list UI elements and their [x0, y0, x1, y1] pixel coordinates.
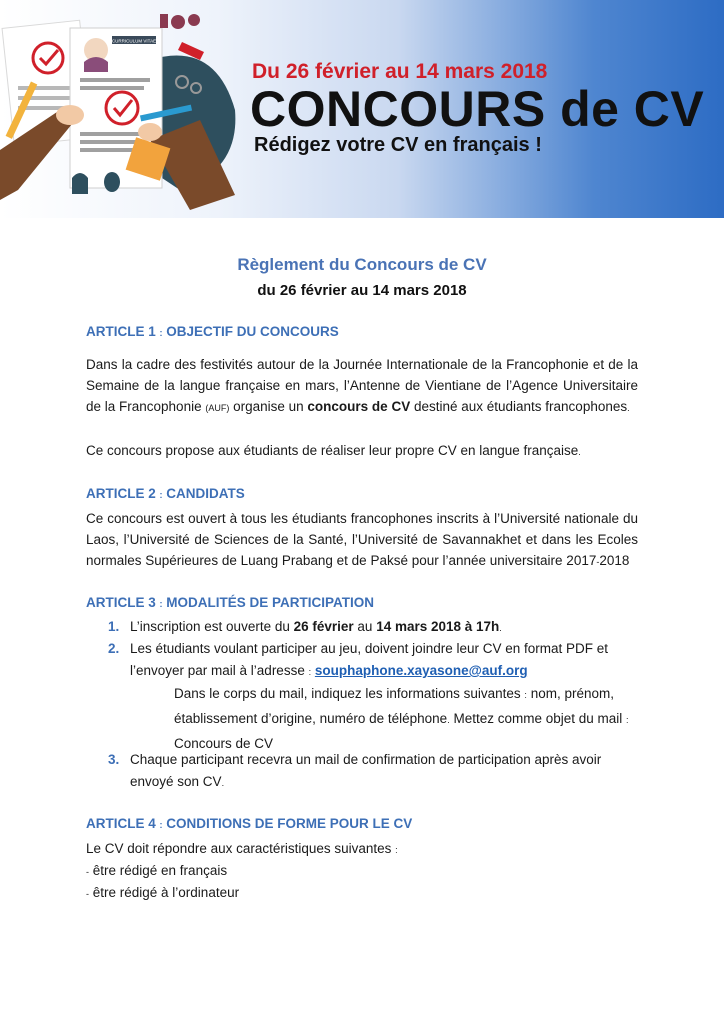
item-3-text: Chaque participant recevra un mail de confirmation de participation après avoir envoyé son CV: [130, 752, 602, 789]
article-1-name: OBJECTIF DU CONCOURS: [166, 324, 339, 339]
banner-subtitle: Rédigez votre CV en français !: [254, 134, 542, 156]
article-4-intro-text: Le CV doit répondre aux caractéristiques suivantes: [86, 841, 396, 856]
article-1-paragraph-2: [86, 440, 638, 463]
document-subtitle: du 26 février au 14 mars 2018: [257, 282, 467, 299]
condition-1-dash: -: [86, 867, 89, 877]
note-text-d: Concours de CV: [174, 736, 274, 751]
article-3-separator: :: [159, 599, 163, 609]
condition-2-dash: -: [86, 889, 89, 899]
article-1-label: ARTICLE 1: [86, 324, 156, 339]
condition-item-1: [86, 860, 638, 883]
article-4-intro: [86, 838, 638, 861]
article-1-separator: :: [159, 328, 163, 338]
article-2-text: Ce concours est ouvert à tous les étudiants francophones inscrits à l’Université nationale du Laos, l’Université de Sciences de la Santé, l’Université de Savannakhet et dans les Ecoles normales Supérieures de Luang Prabang et de Paksé pour l’année universitaire 2017: [86, 511, 638, 568]
note-text-c: Mettez comme objet du mail: [449, 711, 627, 726]
article-2-heading: [86, 486, 245, 501]
email-link[interactable]: souphaphone.xayasone@auf.org: [314, 663, 528, 678]
article-1-p2-text: Ce concours propose aux étudiants de réaliser leur propre CV en langue française: [86, 443, 579, 458]
item-1-start-date: 26 février: [293, 619, 354, 634]
header-banner: [0, 0, 724, 218]
article-3-name: MODALITÉS DE PARTICIPATION: [166, 595, 375, 610]
article-4-label: ARTICLE 4: [86, 816, 156, 831]
list-number-3: 3.: [108, 752, 120, 767]
article-1-text-b: organise un: [229, 399, 308, 414]
article-1-heading: [86, 324, 339, 339]
condition-2-text: être rédigé à l’ordinateur: [89, 885, 240, 900]
article-4-separator: :: [159, 820, 163, 830]
item-2-text: Les étudiants voulant participer au jeu, doivent joindre leur CV en format PDF et l’envoyer par mail à l’adresse: [130, 641, 609, 678]
note-separator-2: :: [626, 715, 629, 725]
item-1-text-a: L’inscription est ouverte du: [130, 619, 294, 634]
article-2-year-end: 2018: [599, 553, 630, 568]
article-4-heading: [86, 816, 412, 831]
condition-item-2: [86, 882, 638, 905]
list-item-1: [108, 616, 638, 639]
note-text-b: nom, prénom, établissement d’origine, numéro de téléphone: [174, 686, 614, 726]
article-1-text-c: destiné aux étudiants francophones: [410, 399, 628, 414]
list-item-3: [108, 749, 638, 794]
cv-doc-label: CURRICULUM VITAE: [111, 38, 157, 44]
article-1-paragraph-1: [86, 354, 638, 419]
article-3-label: ARTICLE 3: [86, 595, 156, 610]
article-2-dash: -: [596, 557, 600, 567]
list-item-2: [108, 638, 638, 683]
item-2-separator: :: [308, 667, 312, 677]
item-1-period: .: [499, 623, 502, 633]
article-1-period: .: [627, 403, 630, 413]
concours-de-cv-bold: concours de CV: [307, 399, 411, 414]
cv-illustration: [0, 0, 250, 218]
item-3-period: .: [221, 778, 225, 788]
banner-dates: Du 26 février au 14 mars 2018: [252, 60, 548, 83]
article-2-paragraph: [86, 508, 638, 573]
banner-title: CONCOURS de CV: [250, 81, 705, 137]
article-2-separator: :: [159, 490, 163, 500]
article-1-p2-period: .: [578, 447, 581, 457]
document-title: Règlement du Concours de CV: [237, 255, 487, 274]
list-number-2: 2.: [108, 641, 120, 656]
note-period: .: [447, 715, 450, 725]
article-2-label: ARTICLE 2: [86, 486, 156, 501]
auf-abbreviation: (AUF): [205, 403, 230, 413]
note-text-a: Dans le corps du mail, indiquez les informations suivantes: [174, 686, 525, 701]
email-instructions: [174, 682, 638, 755]
item-1-end-date: 14 mars 2018 à 17h: [376, 619, 500, 634]
note-separator-1: :: [524, 690, 527, 700]
article-3-heading: [86, 595, 374, 610]
article-1-text-a: Dans la cadre des festivités autour de la Journée Internationale de la Francophonie et de la Semaine de la langue française en mars, l’Antenne de Vientiane de l’Agence Universitaire de la Francophonie: [86, 357, 638, 414]
article-2-name: CANDIDATS: [166, 486, 245, 501]
article-4-name: CONDITIONS DE FORME POUR LE CV: [166, 816, 413, 831]
item-1-text-c: au: [353, 619, 377, 634]
list-number-1: 1.: [108, 619, 120, 634]
condition-1-text: être rédigé en français: [89, 863, 228, 878]
article-4-intro-separator: :: [395, 845, 398, 855]
